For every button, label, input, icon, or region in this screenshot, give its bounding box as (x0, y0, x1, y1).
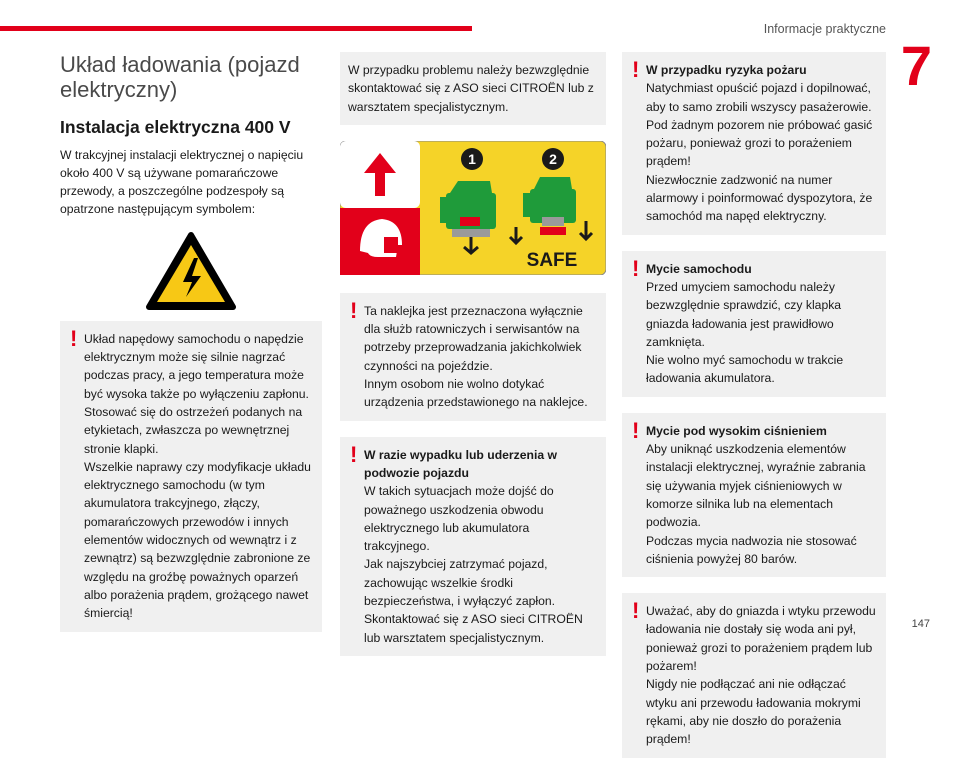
note-text: Aby uniknąć uszkodzenia elementów instalacji elektrycznej, wyraźnie zabrania się używania myjek ciśnieniowych w komorze silnika lub na elementach podwozia. (646, 442, 866, 530)
warning-note-washing (622, 251, 886, 397)
page-number: 147 (911, 618, 930, 630)
header-title: Informacje praktyczne (763, 22, 886, 36)
exclamation-icon: ! (350, 297, 358, 323)
warning-note-pressure-washing (622, 413, 886, 577)
svg-text:1: 1 (468, 150, 476, 167)
contact-note (340, 52, 606, 125)
subsection-title: Instalacja elektryczna 400 V (60, 116, 291, 137)
exclamation-icon: ! (350, 441, 358, 467)
warning-note-heat (60, 321, 322, 632)
note-text: Przed umyciem samochodu należy bezwzględnie sprawdzić, czy klapka gniazda ładowania jest prawidłowo zamknięta. (646, 279, 842, 349)
warning-note-fire (622, 52, 886, 235)
note-text: Ta naklejka jest przeznaczona wyłącznie dla służb ratowniczych i serwisantów na potrzeby przeprowadzania jakichkolwiek czynności na pojeździe. (364, 303, 583, 373)
note-text: Wszelkie naprawy czy modyfikacje układu elektrycznego samochodu (w tym akumulatora trakcyjnego, złączy, pomarańczowych przewodów i innych elementów widocznych od wewnątrz i z zewnątrz) są bezwzględnie zabronione ze względu na groźbę poważnych oparzeń albo porażenia prądem, grożącego nawet śmiercią! (84, 459, 311, 621)
note-title: Mycie pod wysokim ciśnieniem (646, 423, 827, 438)
note-text: Nigdy nie podłączać ani nie odłączać wtyku ani przewodu ładowania mokrymi rękami, aby nie doszło do porażenia prądem! (646, 677, 861, 747)
intro-paragraph: W trakcyjnej instalacji elektrycznej o napięciu około 400 V są używane pomarańczowe przewody, a poszczególne podzespoły są opatrzone następującym symbolem: (60, 147, 304, 217)
column-1 (60, 52, 322, 648)
note-text: Niezwłocznie zadzwonić na numer alarmowy i poinformować dyspozytora, że samochód ma napęd elektryczny. (646, 172, 873, 224)
note-text: Stosować się do ostrzeżeń podanych na etykietach, zwłaszcza po wewnętrznej stronie klapki. (84, 404, 303, 456)
note-text: Nie wolno myć samochodu w trakcie ładowania akumulatora. (646, 353, 844, 386)
svg-text:2: 2 (549, 150, 557, 167)
note-title: W przypadku ryzyka pożaru (646, 63, 807, 77)
header-red-bar (0, 26, 472, 31)
warning-note-charging-socket (622, 593, 886, 757)
exclamation-icon: ! (632, 255, 640, 281)
note-text: Innym osobom nie wolno dotykać urządzenia przedstawionego na naklejce. (364, 377, 588, 410)
column-3 (622, 52, 886, 774)
note-text: W takich sytuacjach może dojść do poważnego uszkodzenia obwodu elektrycznego lub akumulatora trakcyjnego. (364, 484, 554, 554)
note-title: W razie wypadku lub uderzenia w podwozie pojazdu (364, 447, 558, 480)
exclamation-icon: ! (632, 57, 640, 82)
exclamation-icon: ! (632, 417, 640, 443)
note-title: Mycie samochodu (646, 261, 752, 276)
rescue-label-image (340, 141, 606, 275)
safe-text: SAFE (526, 249, 578, 271)
note-text: Uważać, aby do gniazda i wtyku przewodu ładowania nie dostały się woda ani pył, ponieważ grozi to porażeniem prądem lub pożarem! (646, 604, 876, 674)
exclamation-icon: ! (70, 325, 78, 351)
chapter-number: 7 (900, 34, 932, 97)
exclamation-icon: ! (632, 598, 640, 624)
warning-note-accident (340, 437, 606, 656)
note-text: Jak najszybciej zatrzymać pojazd, zachowując wszelkie środki bezpieczeństwa, i wyłączyć zapłon. (364, 557, 556, 609)
warning-note-sticker (340, 293, 606, 421)
note-text: W przypadku problemu należy bezwzględnie skontaktować się z ASO sieci CITROËN lub z warsztatem specjalistycznym. (348, 63, 594, 114)
note-text: Układ napędowy samochodu o napędzie elektrycznym może się silnie nagrzać podczas pracy, a jego temperatura może być wysoka także po wyłączeniu zapłonu. (84, 331, 309, 401)
section-title: Układ ładowania (pojazd elektryczny) (60, 52, 300, 103)
note-text: Skontaktować się z ASO sieci CITROËN lub warsztatem specjalistycznym. (364, 612, 583, 645)
column-2 (340, 52, 606, 672)
note-text: Podczas mycia nadwozia nie stosować ciśnienia powyżej 80 barów. (646, 533, 857, 566)
note-text: Natychmiast opuścić pojazd i dopilnować, aby to samo zrobili wszyscy pasażerowie. Pod żadnym pozorem nie próbować gasić pożaru, ponieważ grozi to porażeniem prądem! (646, 81, 873, 169)
high-voltage-warning-icon (145, 231, 237, 311)
